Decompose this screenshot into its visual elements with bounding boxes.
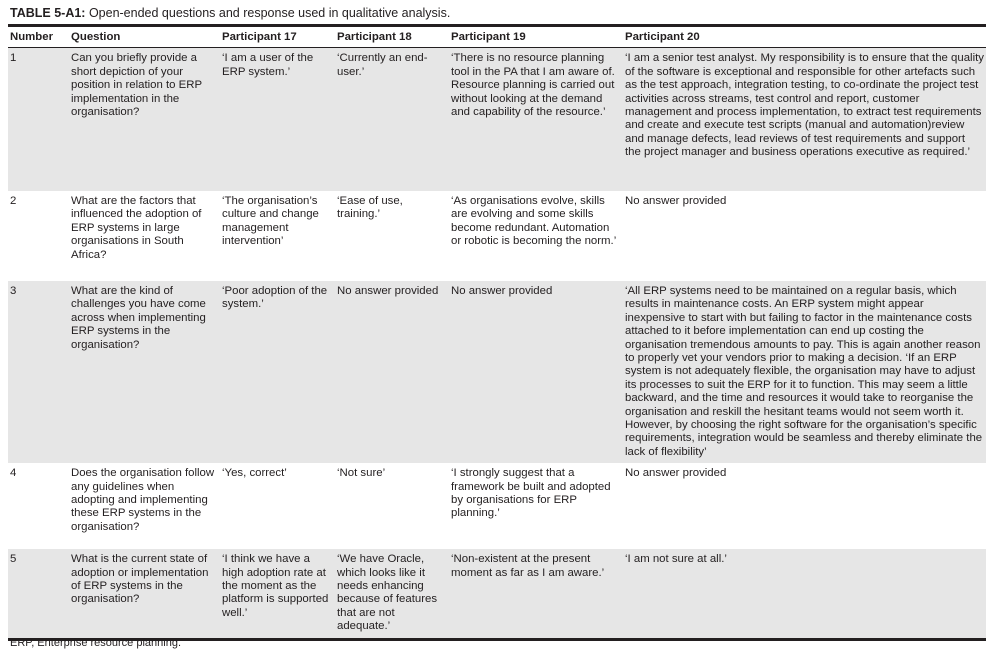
cell-participant-19: No answer provided <box>451 284 553 297</box>
table-row <box>8 48 986 191</box>
cell-participant-19: ‘There is no resource planning tool in the PA that I am aware of. Resource planning is carried out without looking at the demand and capability of the resource.’ <box>451 52 615 119</box>
cell-participant-19: ‘Non-existent at the present moment as far as I am aware.’ <box>451 553 605 579</box>
cell-participant-18: ‘We have Oracle, which looks like it needs enhancing because of features that are not adequate.’ <box>337 553 438 633</box>
table-row <box>8 549 986 639</box>
cell-question: Can you briefly provide a short depiction of your position in relation to ERP implementation in the organisation? <box>71 52 202 119</box>
cell-participant-17: ‘The organisation’s culture and change management intervention’ <box>222 194 319 248</box>
cell-participant-20: No answer provided <box>625 194 727 207</box>
cell-participant-17: ‘I am a user of the ERP system.’ <box>222 52 314 78</box>
cell-number: 2 <box>10 194 17 207</box>
cell-participant-20: ‘I am not sure at all.’ <box>625 553 727 566</box>
cell-participant-18: ‘Not sure’ <box>337 467 386 480</box>
table-row <box>8 191 986 281</box>
cell-question: What are the kind of challenges you have come across when implementing ERP systems in the organisation? <box>71 284 206 351</box>
cell-number: 5 <box>10 553 17 566</box>
cell-participant-18: ‘Ease of use, training.’ <box>337 194 403 221</box>
cell-participant-17: ‘Poor adoption of the system.’ <box>222 284 328 311</box>
cell-participant-20: ‘I am a senior test analyst. My responsibility is to ensure that the quality of the software is exceptional and responsible for other artefacts such as the test approach, integration testing, to co-ordinate the project test activities across streams, test control and report, customer management and process implementation, to extract test requirements and create and execute test scripts (manual and automation)review and manage defects, lead reviews of test requirements and support the project manager and business operations executive as required.’ <box>625 52 984 159</box>
cell-participant-17: ‘I think we have a high adoption rate at the moment as the platform is supported well.’ <box>222 553 329 619</box>
header-participant-19: Participant 19 <box>451 31 526 43</box>
table-caption <box>10 6 450 20</box>
header-number: Number <box>10 31 54 43</box>
table-row <box>8 281 986 463</box>
cell-participant-20: No answer provided <box>625 467 727 480</box>
cell-participant-20: ‘All ERP systems need to be maintained on a regular basis, which results in maintenance costs. An ERP system might appear inexpensive to start with but failing to factor in the maintenance costs attached to it before implementation can end up costing the organisation tremendous amounts to pay. This is again another reason to properly vet your vendors prior to making a decision. ‘If an ERP system is not adequately flexible, the organisation may have to adjust its processes to suit the ERP for it to function. This may seem a little backward, and the time and resources it would take to reorganise the organisation and reskill the hesitant teams would not seem worth it. However, by choosing the right software for the organisation’s specific requirements, integration would be seamless and thereby eliminate the lack of flexibility’ <box>625 284 983 458</box>
qualitative-responses-table <box>8 24 986 641</box>
table-header-row <box>8 26 986 48</box>
cell-participant-19: ‘I strongly suggest that a framework be built and adopted by organisations for ERP planning.’ <box>451 467 611 520</box>
header-participant-18: Participant 18 <box>337 31 412 43</box>
cell-question: Does the organisation follow any guidelines when adopting and implementing these ERP systems in the organisation? <box>71 467 215 533</box>
table-caption-text: Open-ended questions and response used in qualitative analysis. <box>85 6 451 20</box>
cell-participant-17: ‘Yes, correct’ <box>222 467 287 480</box>
cell-number: 3 <box>10 284 17 297</box>
cell-participant-18: ‘Currently an end-user.’ <box>337 52 428 78</box>
cell-question: What is the current state of adoption or implementation of ERP systems in the organisation? <box>71 553 209 606</box>
table-row <box>8 463 986 549</box>
table-caption-label: TABLE 5-A1: <box>10 6 86 20</box>
cell-participant-19: ‘As organisations evolve, skills are evolving and some skills become redundant. Automation or robotic is becoming the norm.’ <box>451 194 617 248</box>
cell-number: 4 <box>10 467 17 480</box>
table-footnote: ERP, Enterprise resource planning. <box>10 637 182 649</box>
cell-question: What are the factors that influenced the adoption of ERP systems in large organisations in South Africa? <box>71 194 202 261</box>
header-participant-20: Participant 20 <box>625 31 700 43</box>
cell-participant-18: No answer provided <box>337 284 439 297</box>
cell-number: 1 <box>10 52 17 65</box>
header-participant-17: Participant 17 <box>222 31 297 43</box>
header-question: Question <box>71 31 121 43</box>
